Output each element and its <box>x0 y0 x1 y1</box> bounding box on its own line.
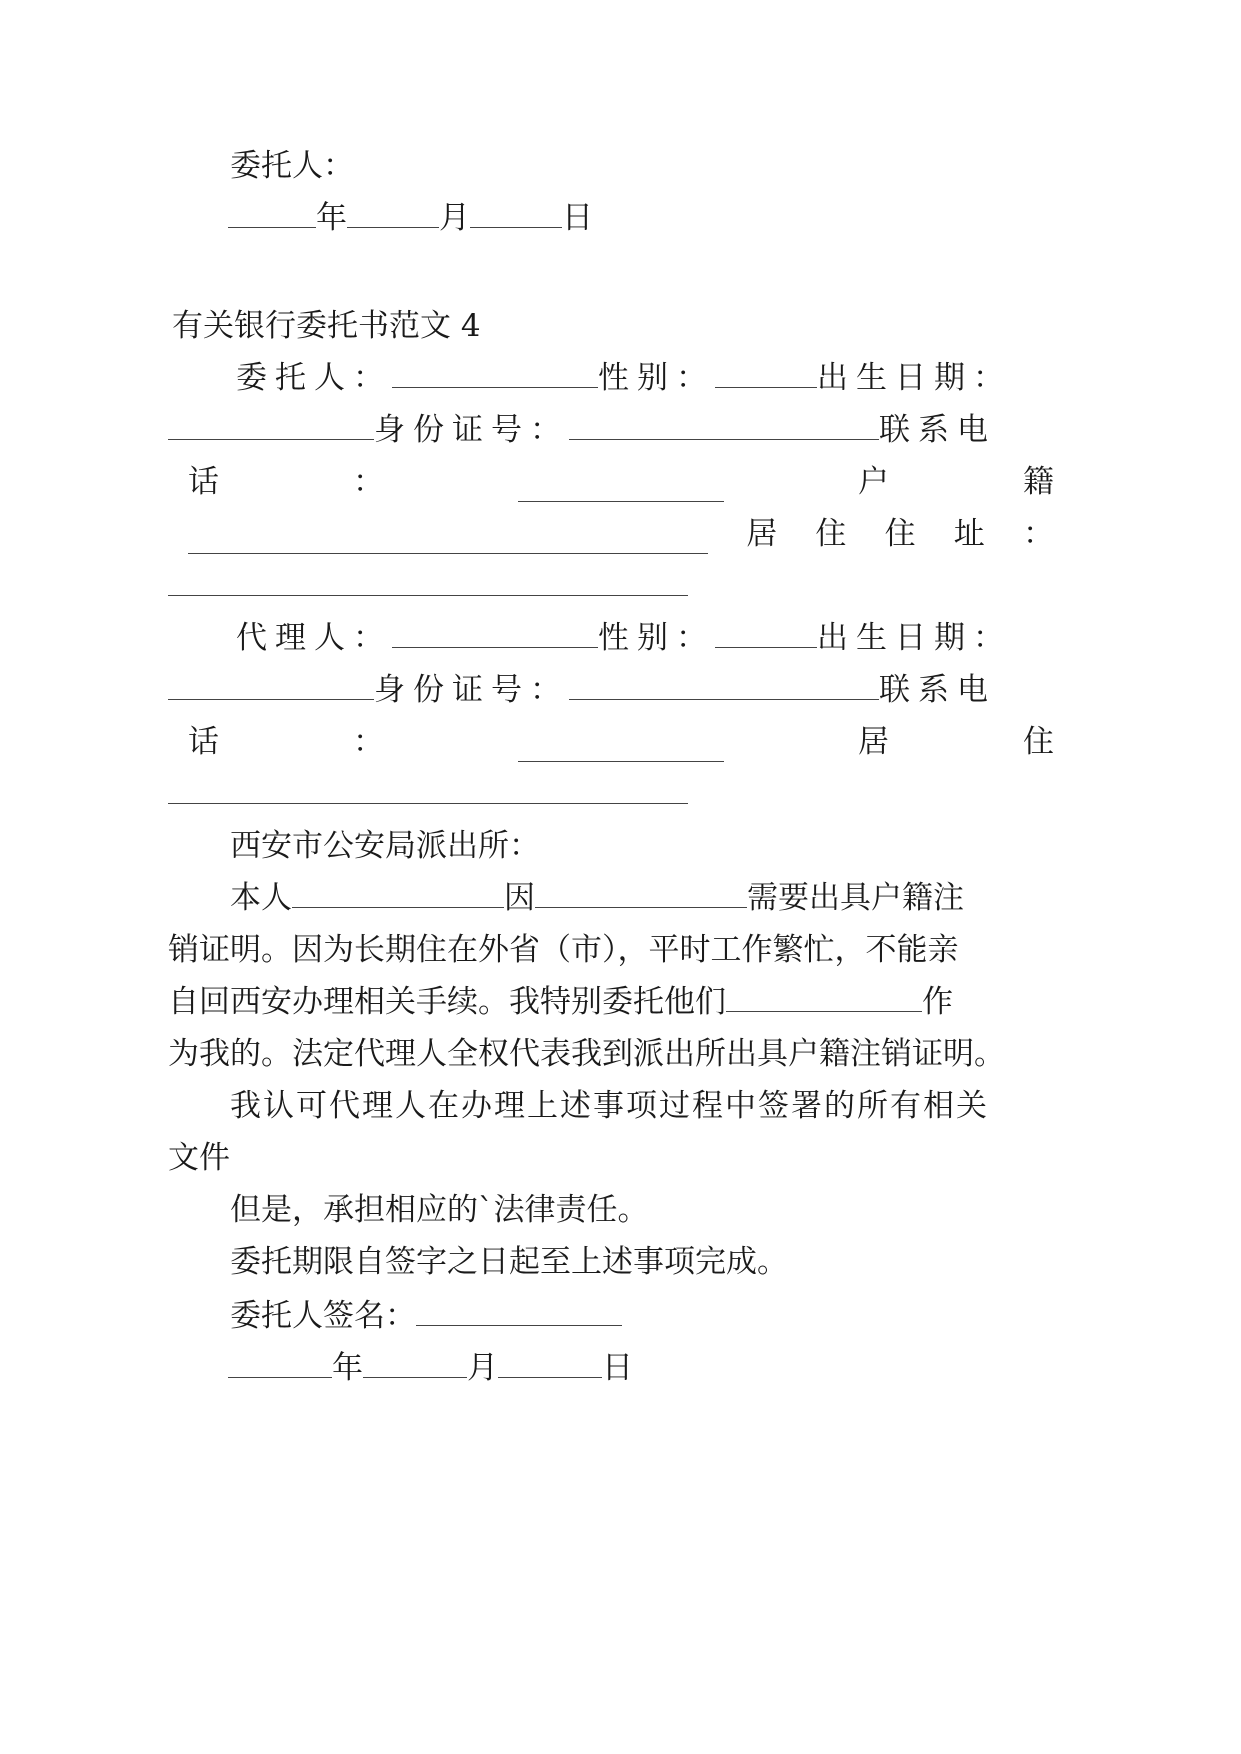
body-p1-line4: 为我的。法定代理人全权代表我到派出所出具户籍注销证明。 <box>168 1036 1005 1072</box>
p1-self: 本人 <box>230 880 292 916</box>
bottom-year-label: 年 <box>332 1350 363 1386</box>
p1-line3-text: 自回西安办理相关手续。我特别委托他们 <box>168 984 726 1020</box>
client-phone-label-2: 话 <box>188 464 219 500</box>
agent-id-label: 身份证号： <box>374 672 569 708</box>
bottom-month-blank[interactable] <box>363 1351 467 1378</box>
agent-phone-label-1: 联系电 <box>879 672 996 708</box>
day-blank[interactable] <box>470 201 562 228</box>
month-label: 月 <box>439 200 470 236</box>
client-address-1: 居 <box>746 516 778 552</box>
p1-because: 因 <box>504 880 535 916</box>
client-address-colon: ： <box>1022 516 1054 552</box>
client-line-5 <box>168 566 688 606</box>
client-gender-label: 性别： <box>598 360 715 396</box>
year-blank[interactable] <box>228 201 316 228</box>
client-line-4 <box>188 514 1054 554</box>
client-birth-blank[interactable] <box>168 413 374 440</box>
section-heading: 有关银行委托书范文 4 <box>172 308 481 344</box>
agent-name-label: 代理人： <box>236 620 392 656</box>
agent-address-blank[interactable] <box>168 777 688 804</box>
p1-line3-end: 作 <box>922 984 953 1020</box>
bottom-year-blank[interactable] <box>228 1351 332 1378</box>
client-address-2: 住 <box>815 516 847 552</box>
agent-birth-label: 出生日期： <box>817 620 1012 656</box>
client-id-label: 身份证号： <box>374 412 569 448</box>
agent-phone-blank[interactable] <box>518 735 724 762</box>
signature-blank[interactable] <box>416 1299 622 1326</box>
bottom-day-blank[interactable] <box>498 1351 602 1378</box>
client-hukou-2: 籍 <box>1023 464 1054 500</box>
agent-line-1 <box>236 618 1012 658</box>
agent-gender-label: 性别： <box>598 620 715 656</box>
agent-phone-colon: ： <box>353 724 384 760</box>
client-birth-label: 出生日期： <box>817 360 1012 396</box>
p1-need: 需要出具户籍注 <box>747 880 964 916</box>
agent-phone-label-2: 话 <box>188 724 219 760</box>
client-id-blank[interactable] <box>569 413 879 440</box>
client-name-label: 委托人： <box>236 360 392 396</box>
agent-gender-blank[interactable] <box>715 621 817 648</box>
client-line-1 <box>236 358 1012 398</box>
client-address-3: 住 <box>884 516 916 552</box>
agent-id-blank[interactable] <box>569 673 879 700</box>
year-label: 年 <box>316 200 347 236</box>
client-hukou-1: 户 <box>858 464 889 500</box>
client-phone-colon: ： <box>353 464 384 500</box>
client-address-blank[interactable] <box>168 569 688 596</box>
agent-birth-blank[interactable] <box>168 673 374 700</box>
client-gender-blank[interactable] <box>715 361 817 388</box>
body-p1-line2: 销证明。因为长期住在外省（市），平时工作繁忙，不能亲 <box>168 932 959 968</box>
bottom-day-label: 日 <box>602 1350 633 1386</box>
client-line-3 <box>188 462 1054 502</box>
day-label: 日 <box>562 200 593 236</box>
agent-address-1: 居 <box>858 724 889 760</box>
client-name-blank[interactable] <box>392 361 598 388</box>
client-hukou-blank[interactable] <box>188 527 708 554</box>
body-p2-line2: 文件 <box>168 1140 230 1176</box>
agent-line-2 <box>168 670 996 710</box>
p1-reason-blank[interactable] <box>535 881 747 908</box>
body-p2-line1: 我认可代理人在办理上述事项过程中签署的所有相关 <box>230 1088 989 1124</box>
addressee: 西安市公安局派出所： <box>230 828 540 864</box>
body-p4: 委托期限自签字之日起至上述事项完成。 <box>230 1244 788 1280</box>
agent-line-3 <box>188 722 1054 762</box>
date-line-bottom <box>228 1348 633 1388</box>
date-line-top <box>228 198 593 238</box>
body-p3: 但是，承担相应的`法律责任。 <box>230 1192 649 1228</box>
agent-line-4 <box>168 774 688 814</box>
agent-address-2: 住 <box>1023 724 1054 760</box>
client-address-4: 址 <box>953 516 985 552</box>
month-blank[interactable] <box>347 201 439 228</box>
p1-agent-blank[interactable] <box>726 985 922 1012</box>
client-line-2 <box>168 410 996 450</box>
entruster-label: 委托人： <box>230 148 354 184</box>
body-p1-line1 <box>230 878 964 918</box>
signature-line <box>230 1296 622 1336</box>
p1-name-blank[interactable] <box>292 881 504 908</box>
signature-label: 委托人签名： <box>230 1298 416 1334</box>
client-phone-label-1: 联系电 <box>879 412 996 448</box>
bottom-month-label: 月 <box>467 1350 498 1386</box>
body-p1-line3 <box>168 982 953 1022</box>
agent-name-blank[interactable] <box>392 621 598 648</box>
client-phone-blank[interactable] <box>518 475 724 502</box>
